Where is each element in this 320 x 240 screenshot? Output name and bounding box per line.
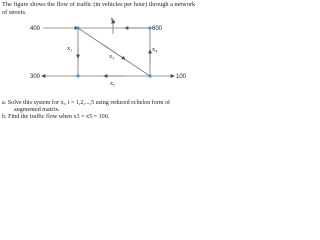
x1-label: x₁	[110, 16, 116, 23]
x5-label: x₅	[110, 80, 116, 87]
task-a-line1: a. Solve this system for xᵢ, i = 1,2,...,5 using reduced echelon form of	[2, 100, 171, 106]
task-list	[2, 100, 198, 122]
flow-600-label: 600	[152, 26, 163, 32]
intersection-bottom-left	[76, 74, 79, 77]
task-b: b. Find the traffic flow when x3 = x5 = 100.	[2, 114, 110, 121]
x3-label: x₃	[109, 53, 115, 60]
x4-label: x₄	[152, 46, 158, 53]
problem-intro: The figure shows the flow of traffic (in vehicles per hour) through a network of streets.	[2, 1, 196, 16]
flow-400-label: 400	[30, 26, 41, 32]
intersection-bottom-right	[148, 74, 151, 77]
intersection-top-left	[76, 26, 79, 29]
flow-300-label: 300	[30, 74, 41, 80]
task-a-line2: augmented matrix.	[14, 107, 60, 114]
x2-label: x₂	[67, 45, 73, 52]
flow-100-label: 100	[176, 74, 187, 80]
